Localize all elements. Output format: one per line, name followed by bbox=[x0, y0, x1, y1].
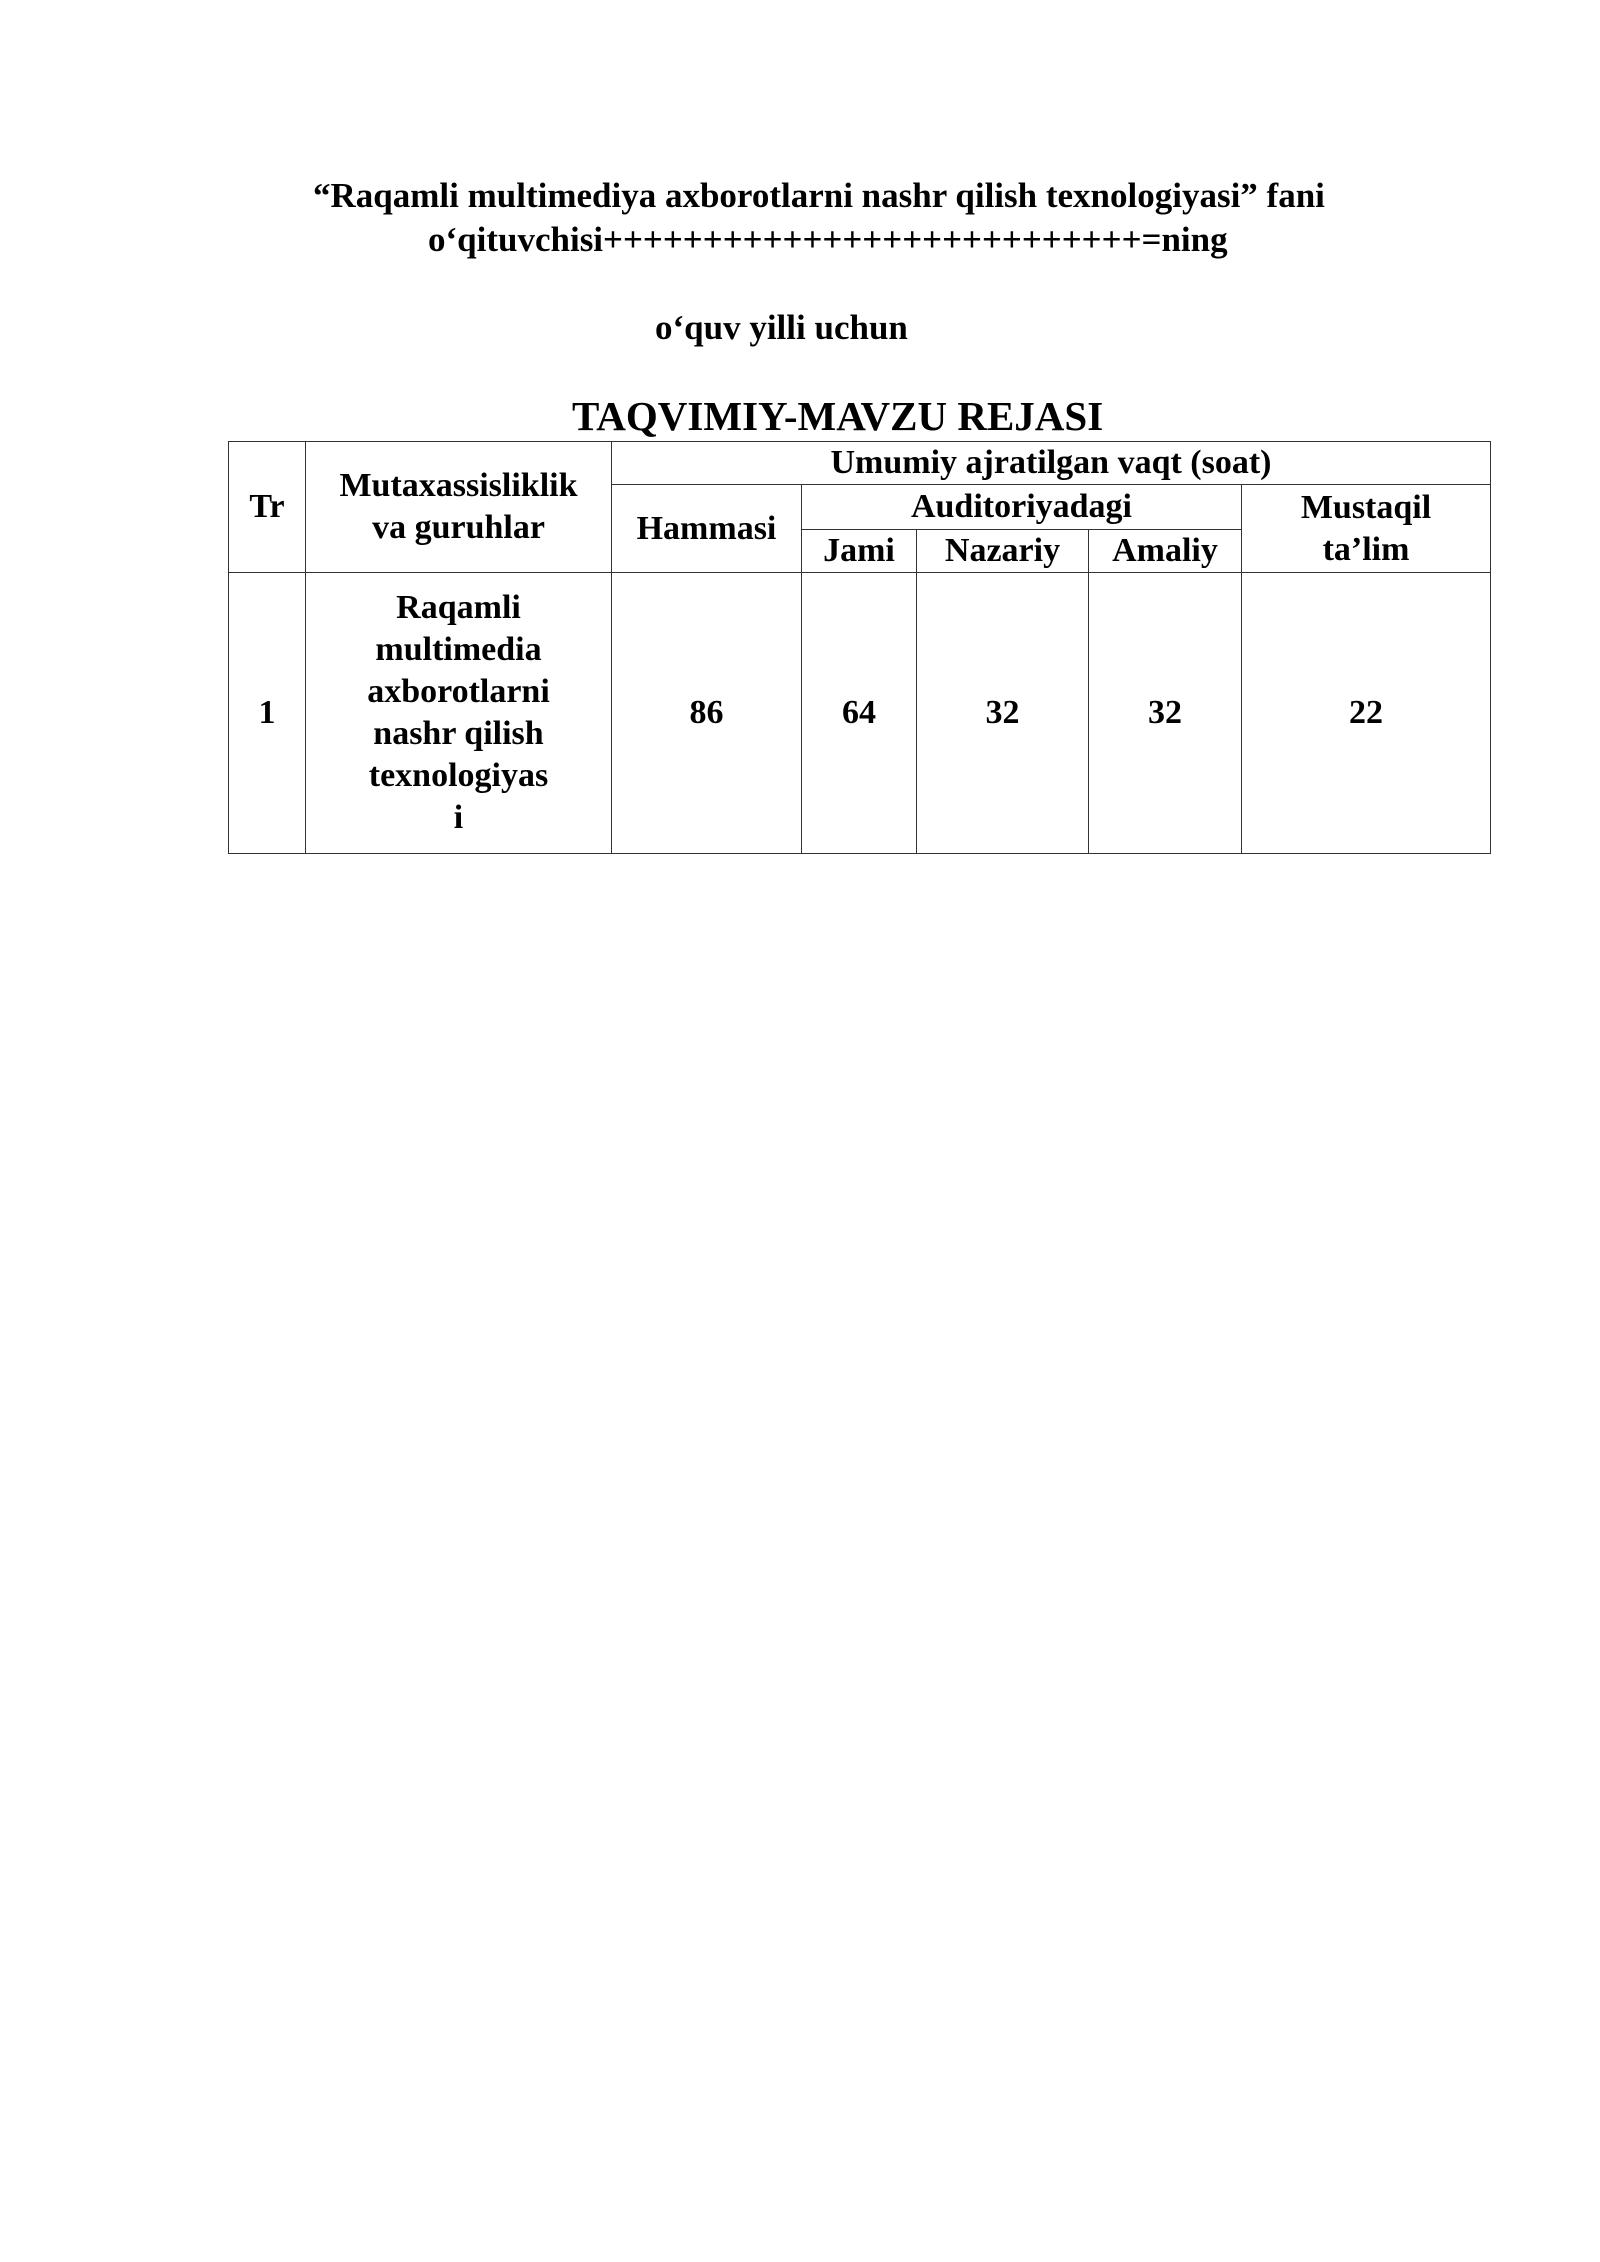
header-specialty-groups: Mutaxassisliklik va guruhlar bbox=[306, 442, 612, 573]
cell-jami: 64 bbox=[802, 573, 917, 854]
table-header-row bbox=[229, 442, 1491, 485]
subject-heading-line: “Raqamli multimediya axborotlarni nashr qilish texnologiyasi” fani bbox=[313, 176, 1325, 215]
cell-mustaqil: 22 bbox=[1242, 573, 1491, 854]
cell-amaliy: 32 bbox=[1089, 573, 1242, 854]
cell-hammasi: 86 bbox=[612, 573, 802, 854]
header-jami: Jami bbox=[802, 530, 917, 573]
document-title: TAQVIMIY-MAVZU REJASI bbox=[572, 393, 1104, 439]
header-hammasi: Hammasi bbox=[612, 485, 802, 573]
header-tr: Tr bbox=[229, 442, 306, 573]
header-total-hours: Umumiy ajratilgan vaqt (soat) bbox=[612, 442, 1491, 485]
header-nazariy: Nazariy bbox=[917, 530, 1089, 573]
teacher-heading-line: o‘qituvchisi+++++++++++++++++++++++++++=ning bbox=[428, 220, 1228, 259]
table-row bbox=[229, 573, 1491, 854]
header-auditoriya: Auditoriyadagi bbox=[802, 485, 1242, 530]
cell-specialty: Raqamli multimedia axborotlarni nashr qilish texnologiyas i bbox=[306, 573, 612, 854]
calendar-plan-table bbox=[228, 441, 1491, 854]
cell-nazariy: 32 bbox=[917, 573, 1089, 854]
academic-year-line: o‘quv yilli uchun bbox=[655, 308, 908, 347]
header-amaliy: Amaliy bbox=[1089, 530, 1242, 573]
cell-tr: 1 bbox=[229, 573, 306, 854]
header-mustaqil: Mustaqil ta’lim bbox=[1242, 485, 1491, 573]
